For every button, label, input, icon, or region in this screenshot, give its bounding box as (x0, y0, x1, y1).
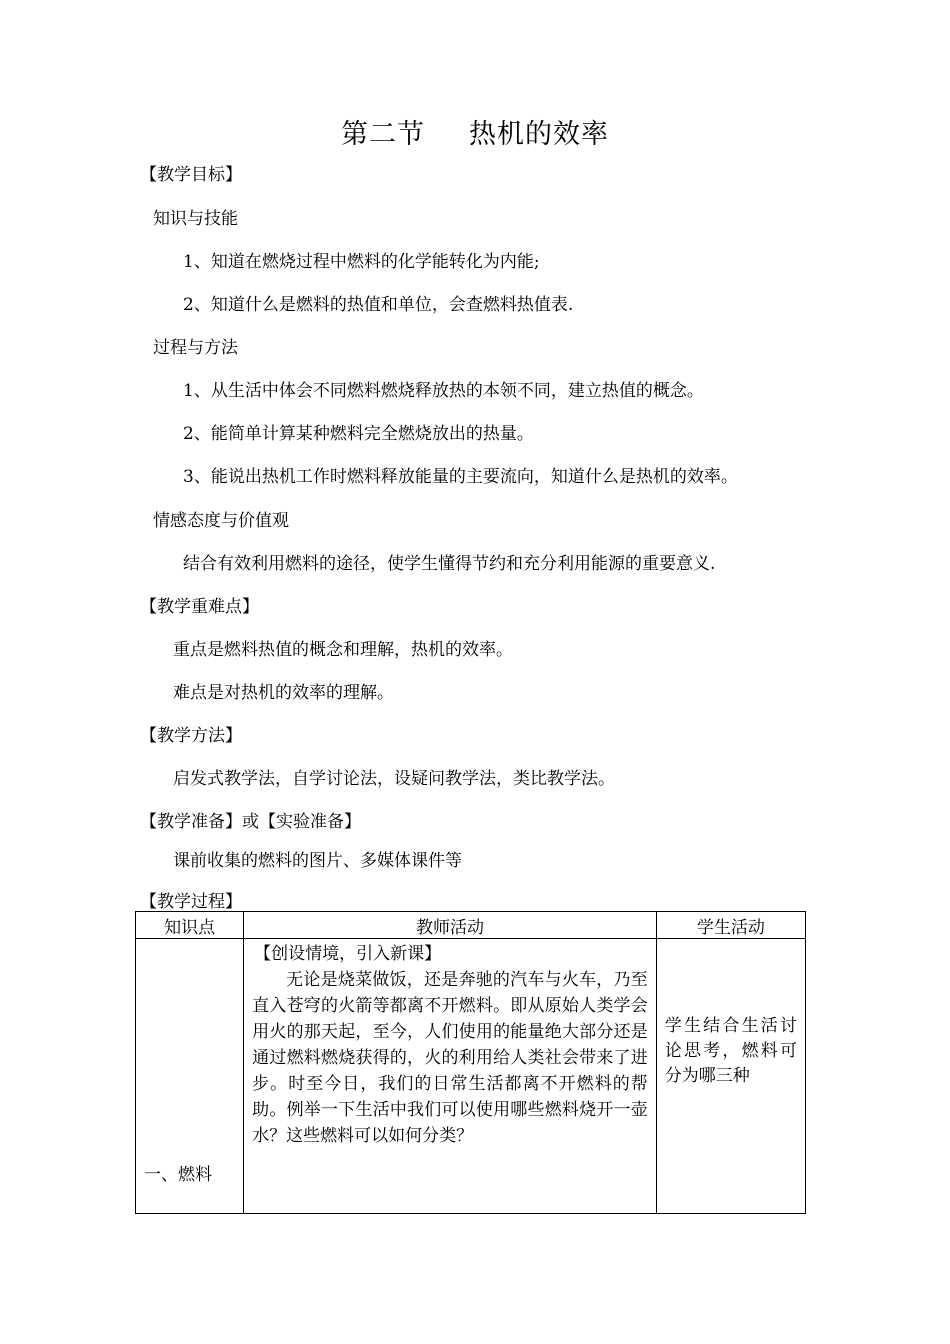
knowledge-point-cell (136, 939, 244, 1214)
knowledge-label: 知识与技能 (153, 209, 238, 229)
title-section: 第二节 (341, 119, 425, 150)
table-row (136, 939, 806, 1214)
knowledge-point-text: 一、燃料 (144, 1165, 212, 1185)
teacher-activity-cell (244, 939, 657, 1214)
page-title (0, 112, 950, 151)
process-table-heading: 【教学过程】 (140, 892, 242, 912)
student-activity-cell (656, 939, 805, 1214)
teaching-process-table (135, 911, 806, 1214)
preparation-text: 课前收集的燃料的图片、多媒体课件等 (173, 851, 462, 871)
teacher-activity-text: 无论是烧菜做饭，还是奔驰的汽车与火车，乃至直入苍穹的火箭等都离不开燃料。即从原始人类学会用火的那天起，至今，人们使用的能量绝大部分还是通过燃料燃烧获得的，火的利用给人类社会带来了进步。时至今日，我们的日常生活都离不开燃料的帮助。例举一下生活中我们可以使用哪些燃料烧开一壶水？这些燃料可以如何分类？ (252, 970, 648, 1146)
methods-text: 启发式教学法，自学讨论法，设疑问教学法，类比教学法。 (173, 769, 615, 789)
key-point-text: 重点是燃料热值的概念和理解，热机的效率。 (173, 640, 513, 660)
preparation-heading: 【教学准备】或【实验准备】 (140, 812, 361, 832)
process-item-1: 1、从生活中体会不同燃料燃烧释放热的本领不同，建立热值的概念。 (183, 381, 704, 401)
key-points-heading: 【教学重难点】 (140, 597, 259, 617)
header-teacher-activity: 教师活动 (244, 912, 657, 939)
goals-heading: 【教学目标】 (140, 165, 242, 185)
knowledge-item-2: 2、知道什么是燃料的热值和单位，会查燃料热值表. (183, 295, 574, 315)
emotion-text: 结合有效利用燃料的途径，使学生懂得节约和充分利用能源的重要意义. (183, 554, 716, 574)
teacher-activity-title: 【创设情境，引入新课】 (254, 944, 442, 964)
student-activity-text: 学生结合生活讨论思考，燃料可分为哪三种 (664, 1016, 797, 1086)
difficult-point-text: 难点是对热机的效率的理解。 (173, 683, 394, 703)
methods-heading: 【教学方法】 (140, 726, 242, 746)
table-header-row (136, 912, 806, 939)
header-student-activity: 学生活动 (656, 912, 805, 939)
emotion-label: 情感态度与价值观 (153, 511, 289, 531)
title-topic: 热机的效率 (469, 119, 609, 150)
process-item-2: 2、能简单计算某种燃料完全燃烧放出的热量。 (183, 424, 534, 444)
process-item-3: 3、能说出热机工作时燃料释放能量的主要流向，知道什么是热机的效率。 (183, 467, 738, 487)
process-label: 过程与方法 (153, 338, 238, 358)
knowledge-item-1: 1、知道在燃烧过程中燃料的化学能转化为内能; (183, 252, 540, 272)
header-knowledge-point: 知识点 (136, 912, 244, 939)
